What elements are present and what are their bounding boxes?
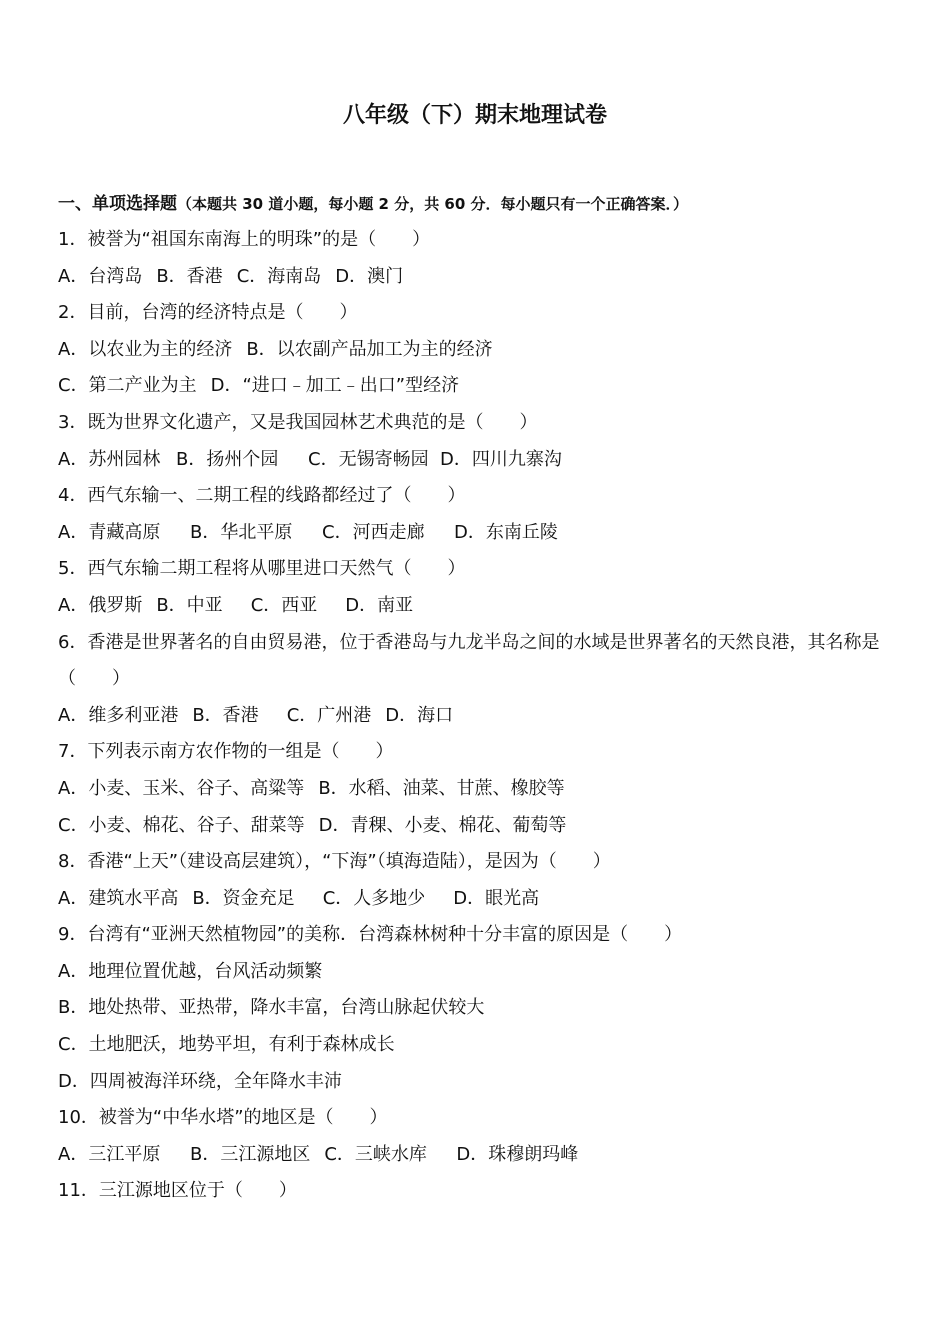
question-7-options-row-2 bbox=[58, 808, 898, 845]
question-5-option-d: D．南亚 bbox=[345, 594, 414, 616]
question-5-option-c: C．西亚 bbox=[250, 594, 318, 616]
page-title: 八年级（下）期末地理试卷 bbox=[342, 103, 607, 128]
question-4-option-a: A．青藏高原 bbox=[58, 521, 161, 543]
question-5-stem: 5．西气东输二期工程将从哪里进口天然气（ ） bbox=[58, 558, 466, 580]
question-8-option-c: C．人多地少 bbox=[322, 887, 426, 909]
question-1-option-c: C．海南岛 bbox=[236, 265, 322, 287]
question-1-stem: 1．被誉为“祖国东南海上的明珠”的是（ ） bbox=[58, 229, 431, 250]
question-8-stem: 8．香港“上天”（建设高层建筑），“下海”（填海造陆），是因为（ ） bbox=[58, 851, 611, 873]
question-3-option-c: C．无锡寄畅园 bbox=[308, 448, 429, 470]
question-5-option-a: A．俄罗斯 bbox=[58, 594, 143, 616]
question-9-option-c: C．土地肥沃，地势平坦，有利于森林成长 bbox=[58, 1034, 395, 1056]
question-3-option-a: A．苏州园林 bbox=[58, 448, 161, 470]
question-8-option-a: A．建筑水平高 bbox=[58, 887, 179, 909]
question-4-option-d: D．东南丘陵 bbox=[454, 521, 558, 543]
question-1-options bbox=[58, 259, 898, 296]
question-7-options-row-1 bbox=[58, 771, 898, 808]
section-instructions: （本题共 30 道小题，每小题 2 分，共 60 分．每小题只有一个正确答案．） bbox=[177, 195, 689, 213]
question-10-stem: 10．被誉为“中华水塔”的地区是（ ） bbox=[58, 1107, 388, 1129]
question-2-option-b: B．以农副产品加工为主的经济 bbox=[246, 338, 493, 360]
question-1-option-a: A．台湾岛 bbox=[58, 265, 143, 287]
question-3-option-b: B．扬州个园 bbox=[176, 448, 279, 470]
question-6-option-d: D．海口 bbox=[385, 704, 454, 726]
question-10-option-d: D．珠穆朗玛峰 bbox=[456, 1143, 579, 1165]
question-8-options bbox=[58, 881, 898, 918]
question-5-options bbox=[58, 588, 898, 625]
exam-content bbox=[58, 186, 898, 1210]
question-3-option-d: D．四川九寨沟 bbox=[440, 448, 562, 470]
question-6-option-b: B．香港 bbox=[192, 704, 259, 726]
question-11-stem: 11．三江源地区位于（ ） bbox=[58, 1180, 297, 1202]
question-2-options-row-1 bbox=[58, 332, 898, 369]
question-6-option-a: A．维多利亚港 bbox=[58, 704, 179, 726]
question-9-option-d: D．四周被海洋环绕，全年降水丰沛 bbox=[58, 1070, 342, 1092]
question-9-option-a: A．地理位置优越，台风活动频繁 bbox=[58, 960, 323, 982]
question-8-option-b: B．资金充足 bbox=[192, 887, 295, 909]
question-7-option-d: D．青稞、小麦、棉花、葡萄等 bbox=[318, 814, 567, 836]
question-7-option-a: A．小麦、玉米、谷子、高粱等 bbox=[58, 777, 305, 799]
question-4-option-c: C．河西走廊 bbox=[322, 521, 425, 543]
question-8-option-d: D．眼光高 bbox=[453, 887, 540, 909]
question-2-option-c: C．第二产业为主 bbox=[58, 375, 197, 397]
question-3-stem: 3．既为世界文化遗产，又是我国园林艺术典范的是（ ） bbox=[58, 411, 538, 433]
question-2-option-a: A．以农业为主的经济 bbox=[58, 338, 233, 360]
question-6-options bbox=[58, 698, 898, 735]
question-10-option-b: B．三江源地区 bbox=[190, 1143, 311, 1165]
question-2-stem: 2．目前，台湾的经济特点是（ ） bbox=[58, 302, 358, 324]
question-1-option-d: D．澳门 bbox=[335, 265, 404, 287]
question-1-option-b: B．香港 bbox=[156, 265, 223, 287]
question-4-option-b: B．华北平原 bbox=[190, 521, 293, 543]
question-6-option-c: C．广州港 bbox=[286, 704, 372, 726]
question-7-stem: 7．下列表示南方农作物的一组是（ ） bbox=[58, 741, 394, 763]
question-4-stem: 4．西气东输一、二期工程的线路都经过了（ ） bbox=[58, 485, 466, 507]
question-7-option-b: B．水稻、油菜、甘蔗、橡胶等 bbox=[318, 777, 565, 799]
question-6-stem: 6．香港是世界著名的自由贸易港，位于香港岛与九龙半岛之间的水域是世界著名的天然良港，其名称是（ ） bbox=[58, 631, 880, 690]
question-4-options bbox=[58, 515, 898, 552]
question-10-option-a: A．三江平原 bbox=[58, 1143, 161, 1165]
question-9-option-b: B．地处热带、亚热带，降水丰富，台湾山脉起伏较大 bbox=[58, 997, 485, 1019]
question-10-options bbox=[58, 1137, 898, 1174]
question-3-options bbox=[58, 442, 898, 479]
question-9-stem: 9．台湾有“亚洲天然植物园”的美称．台湾森林树种十分丰富的原因是（ ） bbox=[58, 924, 683, 946]
question-5-option-b: B．中亚 bbox=[156, 594, 223, 616]
question-7-option-c: C．小麦、棉花、谷子、甜菜等 bbox=[58, 814, 305, 836]
section-heading-label: 一、单项选择题 bbox=[58, 194, 177, 214]
question-10-option-c: C．三峡水库 bbox=[324, 1143, 427, 1165]
question-2-options-row-2 bbox=[58, 368, 898, 405]
question-2-option-d: D．“进口﹣加工﹣出口”型经济 bbox=[210, 375, 460, 397]
section-heading bbox=[58, 186, 898, 222]
